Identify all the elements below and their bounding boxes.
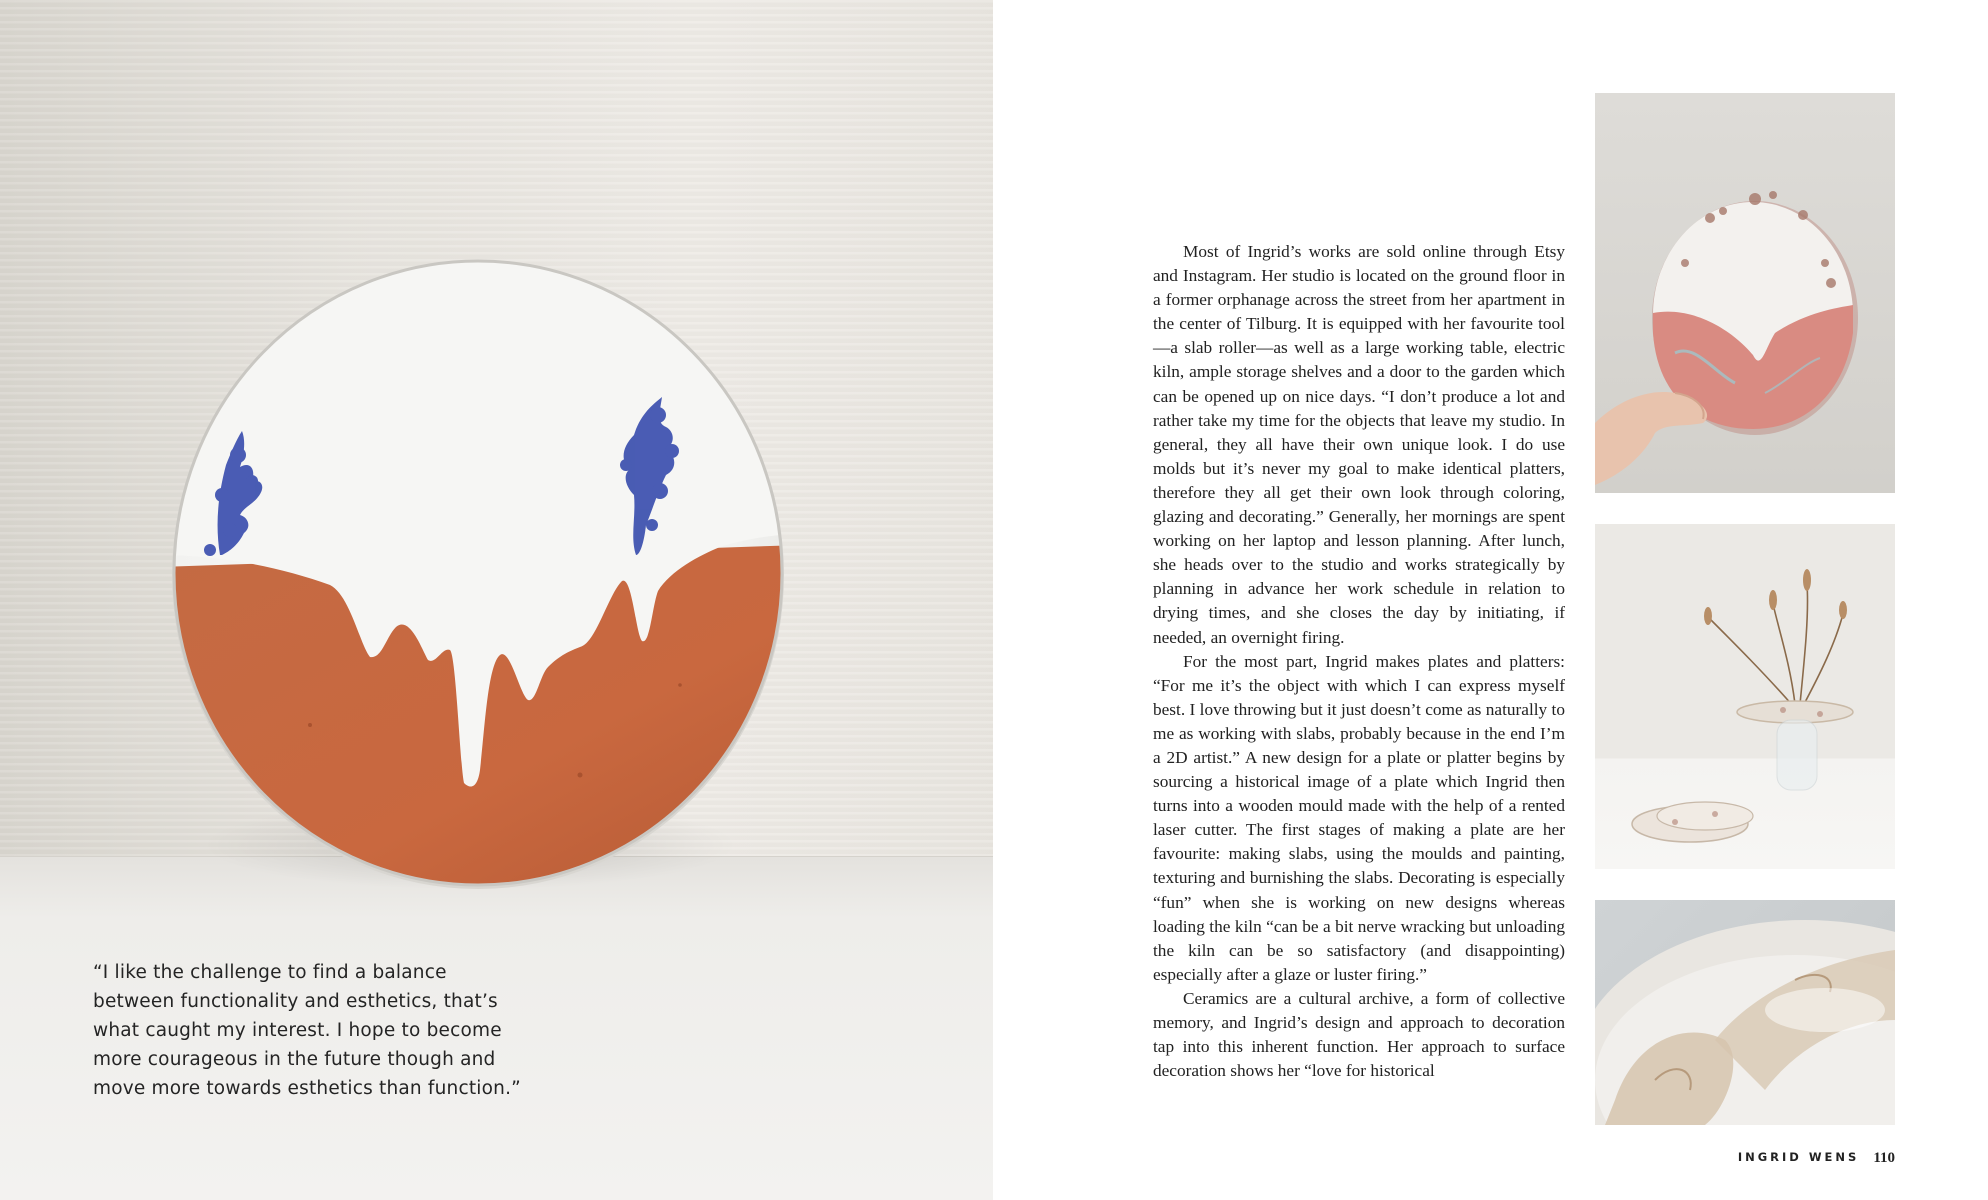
pull-quote: “I like the challenge to find a balance between functionality and esthetics, that’s what caught my interest. I hope to become more courageous in the future though and move more towards esthetics than function.” bbox=[93, 962, 521, 1099]
page-footer bbox=[1713, 1150, 1895, 1167]
plate-closeup-photo bbox=[1595, 900, 1895, 1125]
article-paragraph-2: For the most part, Ingrid makes plates and platters: “For me it’s the object with which I can express myself best. I love throwing but it just doesn’t come as naturally to me as working with slabs, probably because in the end I’m a 2D artist.” A new design for a plate or platter begins by sourcing a historical image of a plate which Ingrid then turns into a wooden mould made with the help of a rented laser cutter. The first stages of making a plate are her favourite: making slabs, using the moulds and painting, texturing and burnishing the slabs. Decorating is especially “fun” when she is working on new designs whereas loading the kiln “can be a bit nerve wracking but unloading the kiln can be so satisfactory (and disappointing) especially after a glaze or luster firing.” bbox=[1153, 651, 1565, 984]
article-paragraph-3: Ceramics are a cultural archive, a form of collective memory, and Ingrid’s design and approach to decoration tap into this inherent function. Her approach to surface decoration shows her “love for historical bbox=[1153, 988, 1565, 1081]
article-body bbox=[1153, 240, 1565, 1083]
hand-holding-plate-photo bbox=[1595, 93, 1895, 493]
right-page bbox=[993, 0, 1988, 1200]
running-head: INGRID WENS bbox=[1737, 1150, 1860, 1164]
left-page bbox=[0, 0, 993, 1200]
hero-plate-photo bbox=[160, 255, 800, 895]
vase-dried-flowers-photo bbox=[1595, 524, 1895, 869]
article-paragraph-1: Most of Ingrid’s works are sold online through Etsy and Instagram. Her studio is located on the ground floor in a former orphanage across the street from her apartment in the center of Tilburg. It is equipped with her favourite tool—a slab roller—as well as a large working table, electric kiln, ample storage shelves and a door to the garden which can be opened up on nice days. “I don’t produce a lot and rather take my time for the objects that leave my studio. In general, they all have their own unique look. I do use molds but it’s never my goal to make identical platters, therefore they all get their own look through coloring, glazing and decorating.” Generally, her mornings are spent working on her laptop and lesson planning. After lunch, she heads over to the studio and works strategically by planning in advance her work schedule in relation to drying times, and she closes the day by initiating, if needed, an overnight firing. bbox=[1153, 242, 1565, 647]
page-number: 110 bbox=[1873, 1150, 1895, 1166]
